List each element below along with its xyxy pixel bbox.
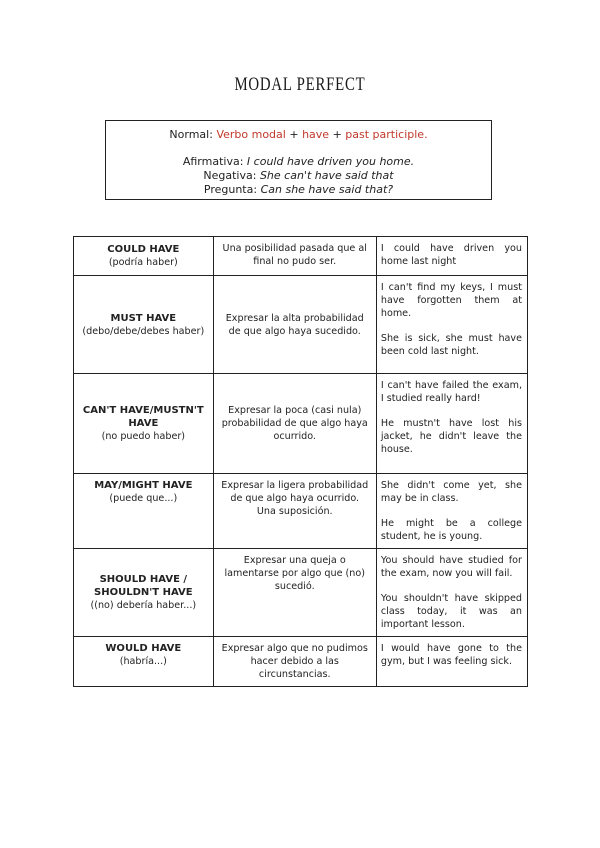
modal-cell: [74, 549, 214, 637]
example-cell: [376, 637, 527, 687]
usage-example: You should have studied for the exam, now you will fail.: [380, 555, 522, 579]
meaning-cell: [213, 637, 376, 687]
example-label: Negativa:: [203, 169, 257, 182]
table-row: [74, 276, 528, 374]
table-row: [74, 637, 528, 687]
meaning-text: Expresar la poca (casi nula) probabilidad de que algo haya ocurrido.: [221, 405, 368, 442]
example-cell: [376, 374, 527, 474]
page-title: MODAL PERFECT: [234, 74, 366, 95]
meaning-text: Expresar la ligera probabilidad de que algo haya ocurrido. Una suposición.: [221, 480, 369, 517]
meaning-cell: [213, 276, 376, 374]
modal-name: COULD HAVE: [107, 244, 180, 255]
modal-translation: (podría haber): [108, 257, 178, 268]
formula-plus: +: [289, 128, 299, 141]
example-text: I could have driven you home.: [246, 155, 415, 168]
formula-box: [105, 120, 492, 200]
modal-cell: [74, 276, 214, 374]
modal-name: SHOULD HAVE / SHOULDN'T HAVE: [94, 574, 193, 598]
modal-translation: (debo/debe/debes haber): [82, 325, 205, 337]
usage-example: I would have gone to the gym, but I was feeling sick.: [380, 643, 522, 667]
example-affirmative: [106, 155, 491, 169]
example-label: Afirmativa:: [182, 155, 244, 168]
modal-translation: (no puedo haber): [101, 431, 186, 442]
table-row: [74, 237, 528, 276]
example-negative: [106, 169, 491, 183]
modal-table: [73, 236, 528, 687]
modal-name: MAY/MIGHT HAVE: [94, 480, 193, 491]
example-cell: [376, 549, 527, 637]
meaning-text: Una posibilidad pasada que al final no pudo ser.: [222, 243, 367, 267]
table-row: [74, 549, 528, 637]
example-label: Pregunta:: [203, 183, 258, 196]
modal-name: WOULD HAVE: [105, 643, 182, 654]
usage-example: I could have driven you home last night: [380, 243, 522, 267]
usage-example: He mustn't have lost his jacket, he didn't leave the house.: [380, 418, 522, 455]
modal-cell: [74, 237, 214, 276]
usage-example: He might be a college student, he is young.: [380, 518, 522, 542]
formula-line: [106, 128, 491, 142]
modal-name: MUST HAVE: [110, 312, 177, 324]
meaning-cell: [213, 237, 376, 276]
modal-translation: ((no) debería haber...): [90, 600, 197, 611]
meaning-cell: [213, 374, 376, 474]
meaning-text: Expresar una queja o lamentarse por algo que (no) sucedió.: [224, 555, 365, 592]
meaning-cell: [213, 549, 376, 637]
example-text: She can't have said that: [259, 169, 394, 182]
meaning-text: Expresar la alta probabilidad de que algo haya sucedido.: [225, 312, 364, 337]
formula-period: .: [424, 128, 428, 141]
example-cell: [376, 276, 527, 374]
example-cell: [376, 237, 527, 276]
formula-part-have: have: [302, 128, 330, 141]
usage-example: She is sick, she must have been cold last night.: [380, 333, 522, 357]
usage-example: You shouldn't have skipped class today, it was an important lesson.: [380, 593, 522, 630]
modal-translation: (habría...): [119, 656, 167, 667]
formula-part-participle: past participle: [345, 128, 425, 141]
formula-label: Normal:: [169, 128, 213, 141]
modal-name: CAN'T HAVE/MUSTN'T HAVE: [82, 405, 204, 429]
formula-plus: +: [332, 128, 342, 141]
table-row: [74, 374, 528, 474]
example-cell: [376, 474, 527, 549]
modal-translation: (puede que...): [109, 493, 178, 504]
usage-example: She didn't come yet, she may be in class.: [380, 480, 522, 504]
example-text: Can she have said that?: [260, 183, 394, 196]
modal-cell: [74, 374, 214, 474]
modal-cell: [74, 474, 214, 549]
meaning-cell: [213, 474, 376, 549]
example-question: [106, 183, 491, 197]
table-row: [74, 474, 528, 549]
meaning-text: Expresar algo que no pudimos hacer debido a las circunstancias.: [221, 643, 368, 680]
modal-cell: [74, 637, 214, 687]
usage-example: I can't have failed the exam, I studied really hard!: [380, 380, 522, 404]
usage-example: I can't find my keys, I must have forgotten them at home.: [380, 282, 522, 319]
formula-part-modal: Verbo modal: [216, 128, 286, 141]
